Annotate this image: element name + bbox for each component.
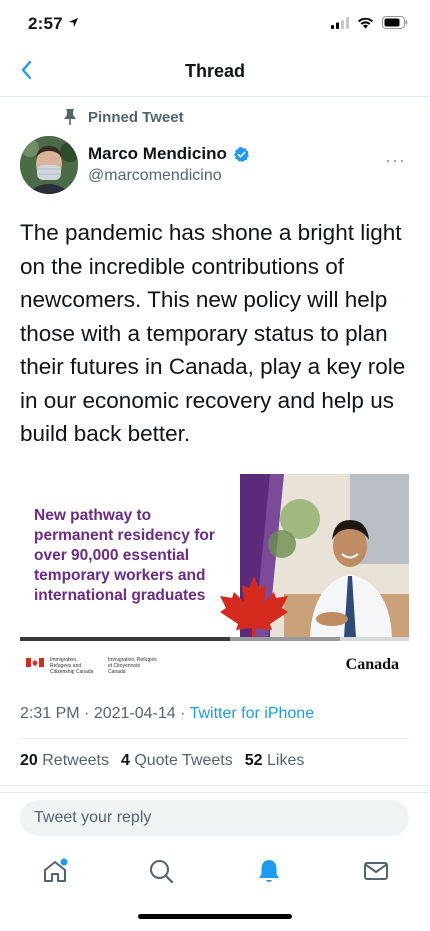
canada-wordmark: Canada (345, 656, 399, 673)
author-handle[interactable]: @marcomendicino (88, 167, 222, 184)
pinned-label: Pinned Tweet (88, 108, 184, 126)
search-icon[interactable] (146, 856, 176, 886)
tweet-stats (20, 752, 308, 770)
gov-name-en: Immigration, Refugees and Citizenship Canada (50, 657, 94, 675)
media-text-panel (20, 474, 240, 638)
divider (20, 738, 410, 739)
status-indicators (331, 16, 408, 29)
tweet-source-link[interactable]: Twitter for iPhone (189, 705, 315, 722)
thread-header (0, 44, 430, 97)
tweet-timestamp: 2:31 PM · 2021-04-14 · Twitter for iPhone (20, 705, 315, 722)
notifications-bell-icon[interactable] (254, 856, 284, 886)
reply-box[interactable] (20, 800, 409, 836)
retweets-stat[interactable]: 20 Retweets (20, 752, 109, 769)
pinned-indicator (62, 108, 184, 126)
home-icon[interactable] (40, 856, 70, 886)
profile-photo-icon (20, 136, 78, 194)
tweet-media-image[interactable] (20, 474, 409, 679)
author-name[interactable]: Marco Mendicino (88, 144, 250, 164)
status-time: 2:57 (28, 14, 79, 34)
battery-icon (382, 16, 408, 29)
avatar[interactable] (20, 136, 78, 194)
wifi-icon (357, 17, 374, 29)
messages-envelope-icon[interactable] (361, 856, 391, 886)
quote-tweets-stat[interactable]: 4 Quote Tweets (120, 752, 233, 769)
divider (0, 792, 430, 793)
tab-bar (0, 848, 430, 896)
reply-input[interactable] (20, 800, 388, 836)
more-options-icon[interactable]: ··· (385, 150, 406, 170)
maple-leaf-icon (218, 574, 290, 638)
page-title: Thread (184, 61, 245, 81)
canada-flag-icon (26, 658, 44, 667)
gov-name-fr: Immigration, Réfugiés et Citoyenneté Canada (108, 657, 157, 675)
signal-icon (331, 17, 349, 29)
likes-stat[interactable]: 52 Likes (244, 752, 305, 769)
media-headline: New pathway to permanent residency for over 90,000 essential temporary workers and international graduates (34, 507, 215, 604)
home-indicator[interactable] (138, 914, 292, 919)
tweet-time: 2:31 PM (20, 705, 80, 722)
location-arrow-icon (68, 17, 79, 28)
divider (0, 785, 430, 786)
verified-badge-icon (233, 146, 250, 163)
tweet-text: The pandemic has shone a bright light on the incredible contributions of newcomers. This new policy will help those with a temporary status to plan their futures in Canada, play a key role in our economic recovery and help us build back better. (20, 220, 406, 446)
tweet-date: 2021-04-14 (93, 705, 176, 722)
pin-icon (62, 108, 78, 126)
media-footer (20, 641, 409, 679)
